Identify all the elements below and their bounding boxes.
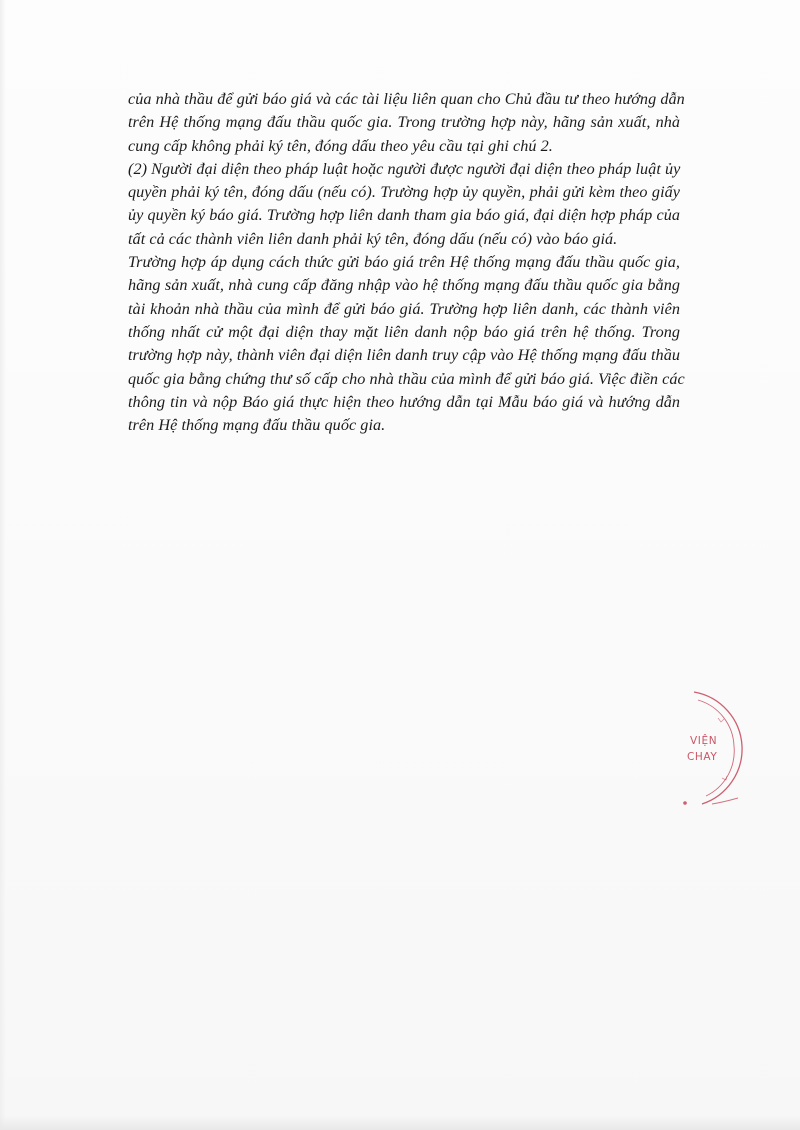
- seal-ring-lettering: [718, 718, 727, 780]
- seal-inner-ring: [698, 700, 734, 796]
- seal-outer-ring: [694, 692, 742, 804]
- text-line: Trường hợp áp dụng cách thức gửi báo giá trên Hệ thống mạng đấu thầu quốc gia,: [128, 253, 680, 272]
- text-line: (2) Người đại diện theo pháp luật hoặc người được người đại diện theo pháp luật ủy: [128, 159, 681, 178]
- body-text: [128, 88, 685, 437]
- text-line: cung cấp không phải ký tên, đóng dấu theo yêu cầu tại ghi chú 2.: [128, 136, 553, 155]
- text-line: hãng sản xuất, nhà cung cấp đăng nhập vào hệ thống mạng đấu thầu quốc gia bằng: [128, 276, 680, 295]
- text-line: thống nhất cử một đại diện thay mặt liên danh nộp báo giá trên hệ thống. Trong: [128, 322, 680, 341]
- text-line: tất cả các thành viên liên danh phải ký tên, đóng dấu (nếu có) vào báo giá.: [128, 229, 618, 248]
- text-line: của nhà thầu để gửi báo giá và các tài liệu liên quan cho Chủ đầu tư theo hướng dẫn: [128, 90, 685, 108]
- scan-edge-bottom: [0, 1116, 800, 1130]
- text-line: thông tin và nộp Báo giá thực hiện theo hướng dẫn tại Mẫu báo giá và hướng dẫn: [128, 392, 680, 411]
- text-line: ủy quyền ký báo giá. Trường hợp liên danh tham gia báo giá, đại diện hợp pháp của: [128, 206, 680, 225]
- scan-edge-left: [0, 0, 6, 1130]
- text-line: tài khoản nhà thầu của mình để gửi báo giá. Trường hợp liên danh, các thành viên: [128, 299, 680, 318]
- text-line: quốc gia bằng chứng thư số cấp cho nhà thầu của mình để gửi báo giá. Việc điền các: [128, 369, 685, 388]
- text-line: trên Hệ thống mạng đấu thầu quốc gia. Trong trường hợp này, hãng sản xuất, nhà: [128, 113, 680, 132]
- seal-star-mark: [683, 801, 687, 805]
- seal-text-line2: CHAY: [687, 751, 718, 763]
- seal-underline: [712, 798, 738, 804]
- text-line: trường hợp này, thành viên đại diện liên danh truy cập vào Hệ thống mạng đấu thầu: [128, 346, 680, 365]
- text-line: quyền phải ký tên, đóng dấu (nếu có). Trường hợp ủy quyền, phải gửi kèm theo giấy: [128, 183, 680, 202]
- seal-text-line1: VIỆN: [690, 735, 718, 747]
- text-line: trên Hệ thống mạng đấu thầu quốc gia.: [128, 416, 386, 435]
